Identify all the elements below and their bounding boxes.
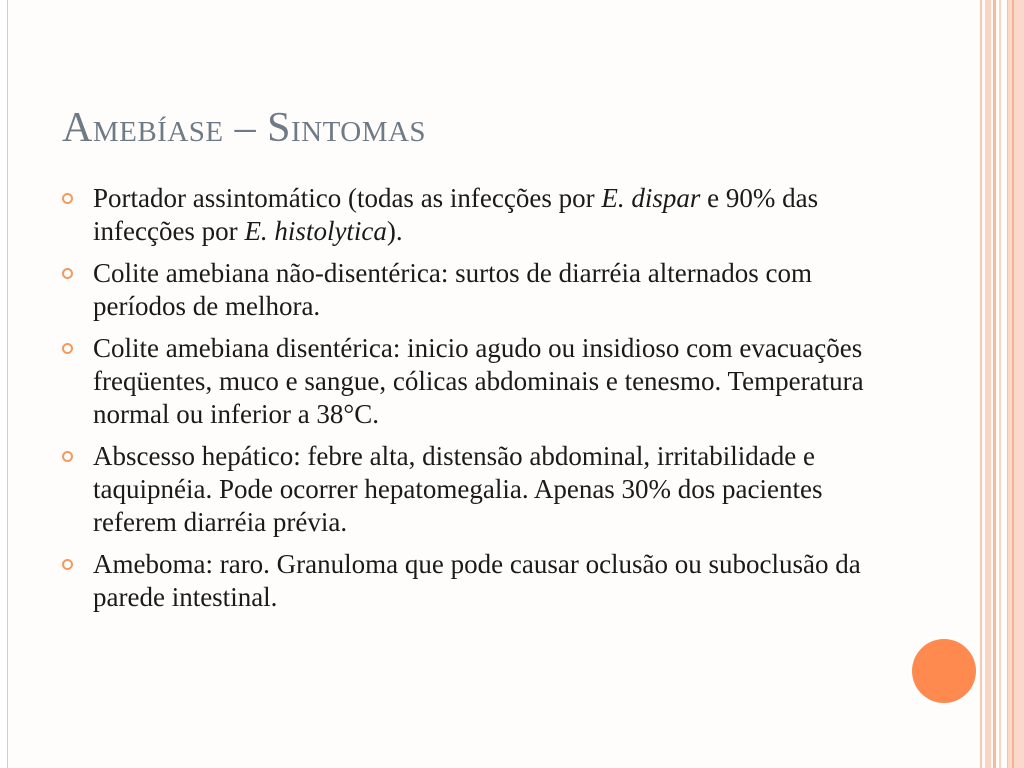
- bullet-text: Colite amebiana não-disentérica: surtos de diarréia alternados com períodos de melhora.: [93, 258, 812, 321]
- bullet-circle-icon: [62, 559, 73, 570]
- bullet-item: [62, 440, 882, 539]
- bullet-text: Ameboma: raro. Granuloma que pode causar oclusão ou suboclusão da parede intestinal.: [93, 549, 861, 612]
- bullet-item: [62, 332, 882, 431]
- species-name: E. dispar: [601, 183, 701, 213]
- bullet-circle-icon: [62, 193, 73, 204]
- bullet-text-part: ).: [386, 216, 403, 246]
- bullet-text: Colite amebiana disentérica: inicio agudo ou insidioso com evacuações freqüentes, muco e sangue, cólicas abdominais e tenesmo. Temperatura normal ou inferior a 38°C.: [93, 333, 864, 429]
- decorative-stripe: [999, 0, 1001, 768]
- bullet-item: [62, 548, 882, 614]
- decorative-circle: [912, 639, 976, 703]
- bullet-text: [93, 183, 818, 246]
- decorative-stripe: [980, 0, 982, 768]
- decorative-stripe: [1012, 0, 1014, 768]
- bullet-item: [62, 182, 882, 248]
- bullet-text-part: Portador assintomático (todas as infecções por: [93, 183, 602, 213]
- decorative-stripe: [985, 0, 991, 768]
- bullet-text-part: e 90% das infecções por: [93, 183, 819, 246]
- bullet-item: [62, 257, 882, 323]
- decorative-stripe: [993, 0, 996, 768]
- decorative-stripe: [1008, 0, 1024, 768]
- bullet-circle-icon: [62, 451, 73, 462]
- bullet-circle-icon: [62, 268, 73, 279]
- bullet-text: Abscesso hepático: febre alta, distensão abdominal, irritabilidade e taquipnéia. Pode ocorrer hepatomegalia. Apenas 30% dos pacientes referem diarréia prévia.: [93, 441, 823, 537]
- bullet-circle-icon: [62, 343, 73, 354]
- bullet-list: [62, 182, 882, 623]
- slide-title: Amebíase – Sintomas: [62, 105, 427, 151]
- species-name: E. histolytica: [244, 216, 387, 246]
